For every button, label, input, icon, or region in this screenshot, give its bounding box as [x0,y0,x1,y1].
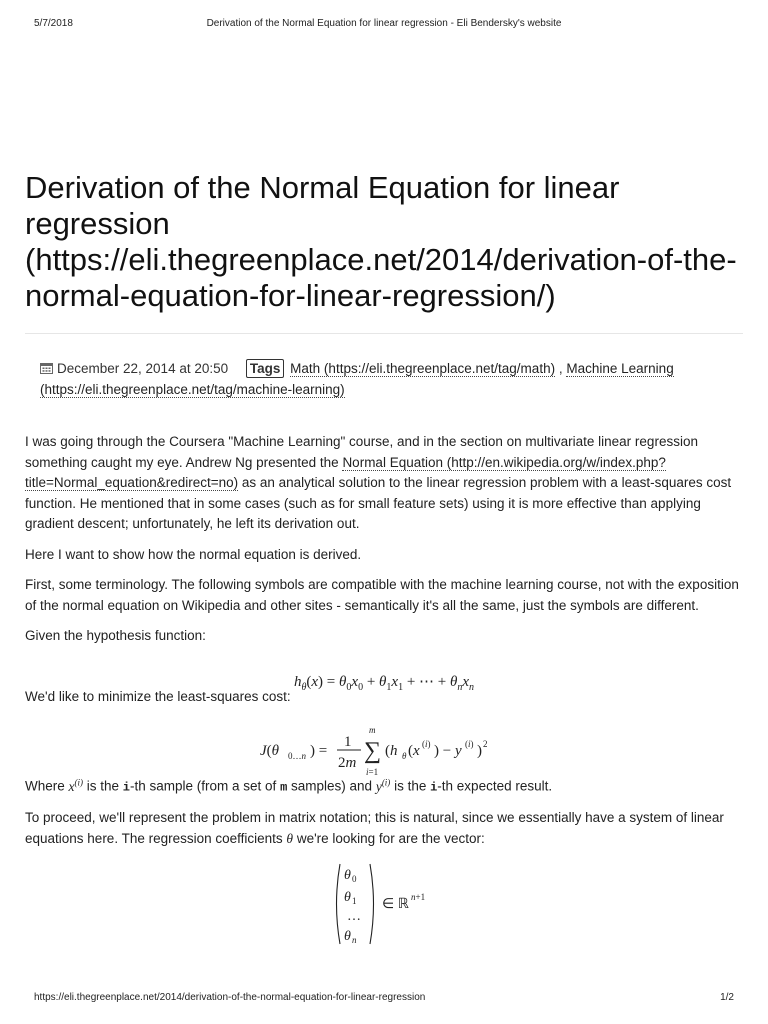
svg-text:1: 1 [344,734,352,750]
normal-equation-link[interactable]: Normal Equation (http://en.wikipedia.org/w/index.php?title=Normal_equation&redirect=no) [25,454,666,490]
tags-badge: Tags [246,359,285,378]
print-header-date: 5/7/2018 [34,18,73,29]
paragraph-terminology: First, some terminology. The following symbols are compatible with the machine learning course, not with the exposition of the normal equation on Wikipedia and other sites - semantically it's all the same, just the symbols are different. [25,577,739,613]
title-divider [25,333,743,334]
paragraph-intro [25,432,745,535]
code-m: m [280,780,288,795]
svg-text:…: … [347,909,361,924]
tag-separator: , [558,361,563,376]
math-x-i: $x^{(i)}$ [68,777,84,794]
math-y-i: $y^{(i)}$ [375,777,391,794]
math-theta: θ [286,830,294,846]
svg-text:0: 0 [352,874,357,884]
svg-text:∑: ∑ [364,738,382,764]
article-date: December 22, 2014 at 20:50 [57,361,229,376]
paragraph-text: Where [25,778,69,794]
paragraph-matrix [25,808,745,849]
svg-text:i=1: i=1 [366,767,379,777]
svg-text:J(θ: J(θ [260,743,280,759]
svg-text:0…n: 0…n [288,751,306,761]
paragraph-text: To proceed, we'll represent the problem in matrix notation; this is natural, since we essentially have a system of linear equations here. The regression coefficients [25,810,724,846]
svg-text:θ: θ [344,929,351,944]
svg-text:θ: θ [344,868,351,883]
svg-text:2m: 2m [338,755,357,771]
calendar-icon [40,362,53,374]
svg-text:∈ ℝ: ∈ ℝ [382,897,409,912]
svg-text:): ) [477,743,482,759]
tag-link-machine-learning[interactable]: Machine Learning (https://eli.thegreenplace.net/tag/machine-learning) [40,361,674,397]
print-footer-page-number: 1/2 [720,992,734,1003]
paragraph-hypothesis: Given the hypothesis function: [25,628,206,643]
code-i: i [122,780,130,795]
paragraph-purpose: Here I want to show how the normal equation is derived. [25,546,362,562]
svg-text:n+1: n+1 [411,892,426,902]
svg-text:) =: ) = [310,743,328,759]
paragraph-text: as an analytical solution to the linear regression problem with a least-squares cost function. He mentioned that in some cases (such as for small feature sets) using it is more effective than applying gradient descent; unfortunately, he left its derivation out. [25,475,732,531]
paragraph-text: is the [83,778,123,794]
svg-text:(i): (i) [465,739,474,749]
paragraph-text: -th sample (from a set of [130,778,281,794]
hypothesis-equation: $h_\theta(x) = \theta_0x_0 + \theta_1x_1$ + ⋯ + $\theta_nx_n$ [293,674,475,693]
paragraph-cost: We'd like to minimize the least-squares cost: [25,688,291,704]
svg-text:2: 2 [483,739,488,749]
code-i: i [430,780,438,795]
article-body [25,432,745,859]
paragraph-text: is the [390,778,431,794]
svg-text:m: m [369,725,376,735]
paragraph-text: I was going through the Coursera "Machine Learning" course, and in the section on multivariate linear regression something caught my eye. Andrew Ng presented the [25,434,698,470]
svg-text:1: 1 [352,896,357,906]
print-header-title: Derivation of the Normal Equation for linear regression - Eli Bendersky's website [206,18,562,29]
svg-text:θ: θ [344,890,351,905]
svg-text:(i): (i) [422,739,431,749]
svg-text:n: n [352,935,357,945]
paragraph-text: samples) and [287,778,376,794]
svg-text:(x: (x [408,743,420,759]
print-footer-url: https://eli.thegreenplace.net/2014/derivation-of-the-normal-equation-for-linear-regression [34,992,426,1003]
paragraph-text: -th expected result. [437,778,553,794]
svg-text:θ: θ [402,751,407,761]
svg-text:(h: (h [385,743,398,759]
article-meta [40,358,730,400]
cost-function-equation [255,722,515,780]
theta-vector-equation [332,860,442,948]
article-title: Derivation of the Normal Equation for linear regression (https://eli.thegreenplace.net/2014/derivation-of-the-normal-equation-for-linear-regression/) [25,170,737,313]
tag-link-math[interactable]: Math (https://eli.thegreenplace.net/tag/math) [290,361,556,376]
svg-text:) − y: ) − y [434,743,462,759]
paragraph-text: we're looking for are the vector: [293,830,485,846]
